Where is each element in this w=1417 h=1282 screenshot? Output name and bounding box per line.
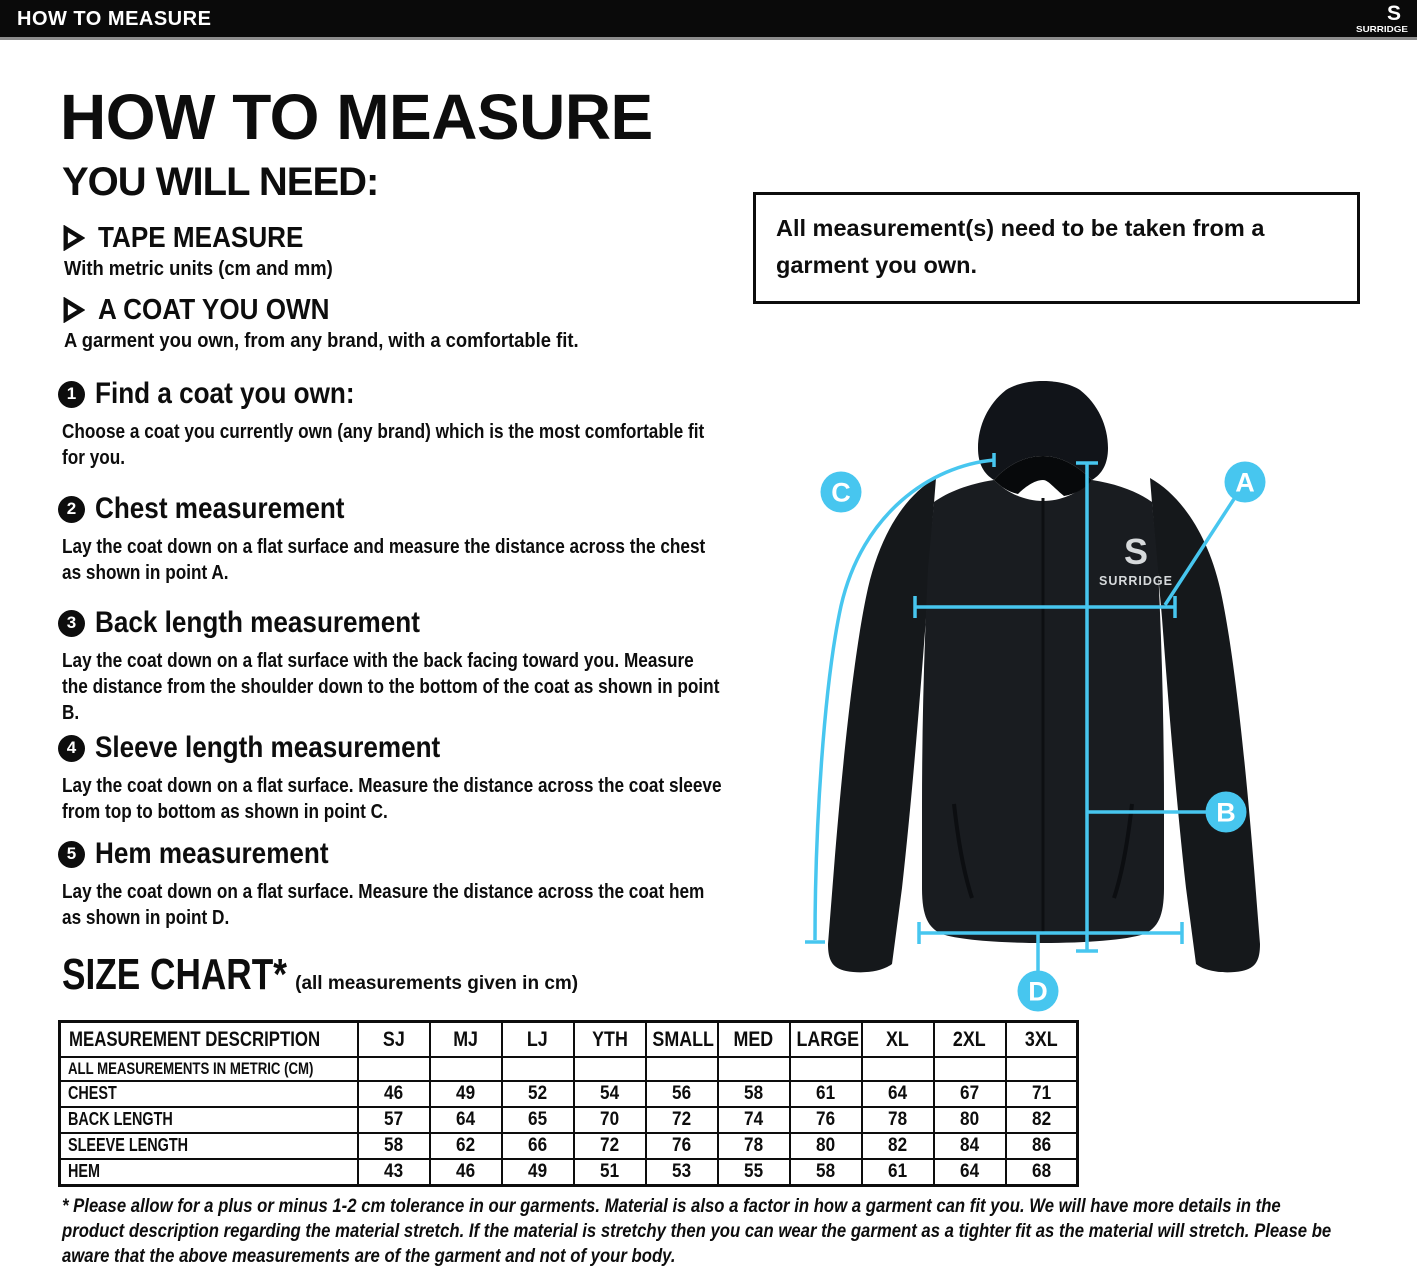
need-label: TAPE MEASURE xyxy=(98,221,304,254)
size-chart-subtitle: (all measurements given in cm) xyxy=(295,973,579,994)
step-item xyxy=(58,606,758,726)
size-value: 43 xyxy=(358,1159,430,1186)
size-value: 64 xyxy=(934,1159,1006,1186)
step-number-badge: 3 xyxy=(58,610,85,637)
size-value: 49 xyxy=(502,1159,574,1186)
column-header: LARGE xyxy=(790,1022,862,1058)
jacket-measurement-diagram xyxy=(750,368,1417,1058)
size-chart-row xyxy=(60,1081,1078,1107)
step-item xyxy=(58,837,758,931)
measurement-note-box xyxy=(753,192,1360,304)
size-value: 58 xyxy=(790,1159,862,1186)
empty-cell xyxy=(502,1057,574,1081)
callout-c-label: C xyxy=(831,477,851,508)
metric-note-row xyxy=(60,1057,1078,1081)
size-value: 76 xyxy=(790,1107,862,1133)
size-value: 64 xyxy=(862,1081,934,1107)
need-label: A COAT YOU OWN xyxy=(98,293,330,326)
metric-note-cell: ALL MEASUREMENTS IN METRIC (CM) xyxy=(60,1057,358,1081)
size-value: 46 xyxy=(430,1159,502,1186)
page-title: HOW TO MEASURE xyxy=(60,81,653,153)
step-title: Find a coat you own: xyxy=(95,377,355,410)
empty-cell xyxy=(1006,1057,1078,1081)
step-item xyxy=(58,731,758,825)
step-title: Back length measurement xyxy=(95,606,420,639)
row-label: CHEST xyxy=(60,1081,358,1107)
need-item xyxy=(62,293,762,353)
row-label: HEM xyxy=(60,1159,358,1186)
step-head xyxy=(58,731,758,765)
empty-cell xyxy=(430,1057,502,1081)
step-description: Choose a coat you currently own (any brand) which is the most comfortable fit for you. xyxy=(62,421,705,469)
step-number-badge: 5 xyxy=(58,841,85,868)
triangle-bullet-icon xyxy=(62,225,85,251)
size-value: 71 xyxy=(1006,1081,1078,1107)
need-description: A garment you own, from any brand, with a comfortable fit. xyxy=(64,330,579,352)
surridge-wordmark: SURRIDGE xyxy=(1356,24,1409,34)
size-value: 86 xyxy=(1006,1133,1078,1159)
size-value: 80 xyxy=(790,1133,862,1159)
size-value: 53 xyxy=(646,1159,718,1186)
size-value: 84 xyxy=(934,1133,1006,1159)
surridge-logo xyxy=(1345,1,1413,37)
step-head xyxy=(58,606,758,640)
column-header: XL xyxy=(862,1022,934,1058)
need-description: With metric units (cm and mm) xyxy=(64,258,333,280)
jacket-left-sleeve xyxy=(828,478,936,972)
jacket-chest-monogram: S xyxy=(1123,531,1149,572)
jacket-right-sleeve xyxy=(1150,478,1260,972)
size-value: 65 xyxy=(502,1107,574,1133)
size-value: 62 xyxy=(430,1133,502,1159)
size-value: 72 xyxy=(574,1133,646,1159)
step-head xyxy=(58,377,758,411)
measurement-note-text: All measurement(s) need to be taken from a garment you own. xyxy=(776,215,1265,278)
column-header: MED xyxy=(718,1022,790,1058)
size-value: 66 xyxy=(502,1133,574,1159)
size-value: 58 xyxy=(718,1081,790,1107)
size-chart-heading-row xyxy=(62,950,578,1000)
step-description: Lay the coat down on a flat surface with the back facing toward you. Measure the distance from the shoulder down to the bottom of the coat as shown in point B. xyxy=(62,650,720,724)
size-value: 54 xyxy=(574,1081,646,1107)
step-number-badge: 2 xyxy=(58,496,85,523)
tolerance-footnote: * Please allow for a plus or minus 1-2 cm tolerance in our garments. Material is also a factor in how a garment can fit you. We will have more details in the product description regarding the material stretch. If the material is stretchy then you can wear the garment as a tighter fit as the material will stretch. Please be aware that the above measurements are of the garment and not of your body. xyxy=(62,1196,1332,1268)
size-value: 68 xyxy=(1006,1159,1078,1186)
triangle-bullet-icon xyxy=(62,297,85,323)
column-header: LJ xyxy=(502,1022,574,1058)
size-value: 51 xyxy=(574,1159,646,1186)
jacket-chest-wordmark: SURRIDGE xyxy=(1099,574,1173,588)
size-value: 64 xyxy=(430,1107,502,1133)
step-description: Lay the coat down on a flat surface and measure the distance across the chest as shown in point A. xyxy=(62,536,706,584)
size-value: 80 xyxy=(934,1107,1006,1133)
size-chart-row xyxy=(60,1159,1078,1186)
size-chart-header-row xyxy=(60,1022,1078,1058)
callout-b-label: B xyxy=(1216,797,1236,828)
empty-cell xyxy=(718,1057,790,1081)
size-chart-title: SIZE CHART* xyxy=(62,950,287,999)
size-value: 67 xyxy=(934,1081,1006,1107)
jacket-illustration xyxy=(828,381,1260,972)
column-header: MJ xyxy=(430,1022,502,1058)
empty-cell xyxy=(790,1057,862,1081)
size-value: 70 xyxy=(574,1107,646,1133)
you-will-need-list xyxy=(62,221,762,353)
size-value: 74 xyxy=(718,1107,790,1133)
column-header: MEASUREMENT DESCRIPTION xyxy=(60,1022,358,1058)
empty-cell xyxy=(862,1057,934,1081)
top-bar-title: HOW TO MEASURE xyxy=(17,8,212,30)
step-number-badge: 1 xyxy=(58,381,85,408)
step-number-badge: 4 xyxy=(58,735,85,762)
row-label: BACK LENGTH xyxy=(60,1107,358,1133)
size-value: 61 xyxy=(790,1081,862,1107)
step-title: Hem measurement xyxy=(95,837,329,870)
size-value: 82 xyxy=(862,1133,934,1159)
column-header: 2XL xyxy=(934,1022,1006,1058)
need-item xyxy=(62,221,762,281)
size-value: 58 xyxy=(358,1133,430,1159)
size-value: 46 xyxy=(358,1081,430,1107)
surridge-monogram-icon: S xyxy=(1386,2,1402,25)
empty-cell xyxy=(646,1057,718,1081)
column-header: SJ xyxy=(358,1022,430,1058)
need-head xyxy=(62,293,762,326)
column-header: YTH xyxy=(574,1022,646,1058)
row-label: SLEEVE LENGTH xyxy=(60,1133,358,1159)
step-item xyxy=(58,492,758,586)
step-head xyxy=(58,492,758,526)
step-title: Chest measurement xyxy=(95,492,345,525)
empty-cell xyxy=(934,1057,1006,1081)
size-value: 55 xyxy=(718,1159,790,1186)
size-value: 82 xyxy=(1006,1107,1078,1133)
callout-d-label: D xyxy=(1028,976,1048,1007)
size-chart-table xyxy=(58,1020,1079,1187)
step-item xyxy=(58,377,758,471)
size-chart-row xyxy=(60,1133,1078,1159)
empty-cell xyxy=(574,1057,646,1081)
top-bar xyxy=(0,0,1417,37)
size-value: 76 xyxy=(646,1133,718,1159)
size-value: 56 xyxy=(646,1081,718,1107)
step-description: Lay the coat down on a flat surface. Measure the distance across the coat sleeve from top to bottom as shown in point C. xyxy=(62,775,722,823)
column-header: SMALL xyxy=(646,1022,718,1058)
size-value: 57 xyxy=(358,1107,430,1133)
size-value: 61 xyxy=(862,1159,934,1186)
empty-cell xyxy=(358,1057,430,1081)
step-title: Sleeve length measurement xyxy=(95,731,441,764)
size-value: 78 xyxy=(718,1133,790,1159)
top-bar-divider xyxy=(0,37,1417,40)
callout-a-label: A xyxy=(1235,467,1255,498)
size-value: 72 xyxy=(646,1107,718,1133)
size-value: 52 xyxy=(502,1081,574,1107)
size-chart-row xyxy=(60,1107,1078,1133)
size-value: 49 xyxy=(430,1081,502,1107)
step-description: Lay the coat down on a flat surface. Measure the distance across the coat hem as shown in point D. xyxy=(62,881,705,929)
you-will-need-heading: YOU WILL NEED: xyxy=(62,160,379,204)
step-head xyxy=(58,837,758,871)
need-head xyxy=(62,221,762,254)
column-header: 3XL xyxy=(1006,1022,1078,1058)
size-value: 78 xyxy=(862,1107,934,1133)
